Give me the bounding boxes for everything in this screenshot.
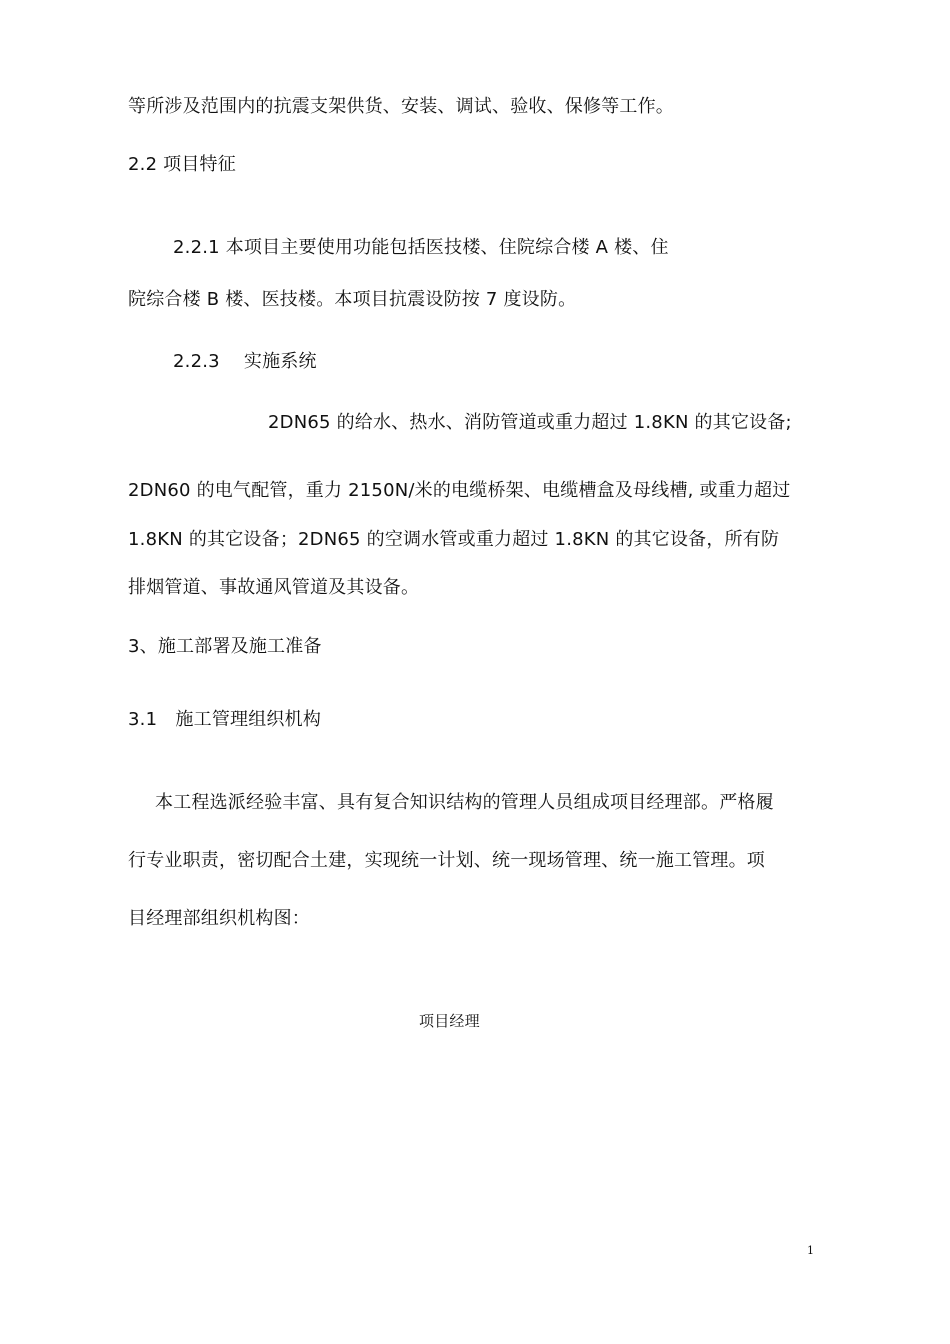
body-line-2-2-1-cont: 院综合楼 B 楼、医技楼。本项目抗震设防按 7 度设防。 xyxy=(128,289,577,310)
body-line-org-1: 本工程选派经验丰富、具有复合知识结构的管理人员组成项目经理部。严格履 xyxy=(155,792,774,813)
body-line-org-3: 目经理部组织机构图： xyxy=(128,908,310,929)
body-line-system-4: 排烟管道、事故通风管道及其设备。 xyxy=(128,577,420,598)
body-line-system-1: 2DN65 的给水、热水、消防管道或重力超过 1.8KN 的其它设备; xyxy=(268,412,792,433)
body-line-system-3: 1.8KN 的其它设备；2DN65 的空调水管或重力超过 1.8KN 的其它设备，所有防 xyxy=(128,529,780,550)
section-heading-2-2: 2.2 项目特征 xyxy=(128,154,236,175)
body-line-system-2: 2DN60 的电气配管，重力 2150N/米的电缆桥架、电缆槽盒及母线槽, 或重力超过 xyxy=(128,480,791,501)
body-line-1: 等所涉及范围内的抗震支架供货、安装、调试、验收、保修等工作。 xyxy=(128,96,674,117)
subsection-heading-2-2-3: 2.2.3 实施系统 xyxy=(173,351,317,372)
body-line-org-2: 行专业职责，密切配合土建，实现统一计划、统一现场管理、统一施工管理。项 xyxy=(128,850,765,871)
page-number: 1 xyxy=(807,1244,814,1257)
section-heading-3-1: 3.1 施工管理组织机构 xyxy=(128,709,322,730)
section-heading-3: 3、施工部署及施工准备 xyxy=(128,636,322,657)
org-chart-top-label: 项目经理 xyxy=(419,1012,480,1030)
body-line-2-2-1: 2.2.1 本项目主要使用功能包括医技楼、住院综合楼 A 楼、住 xyxy=(173,237,669,258)
